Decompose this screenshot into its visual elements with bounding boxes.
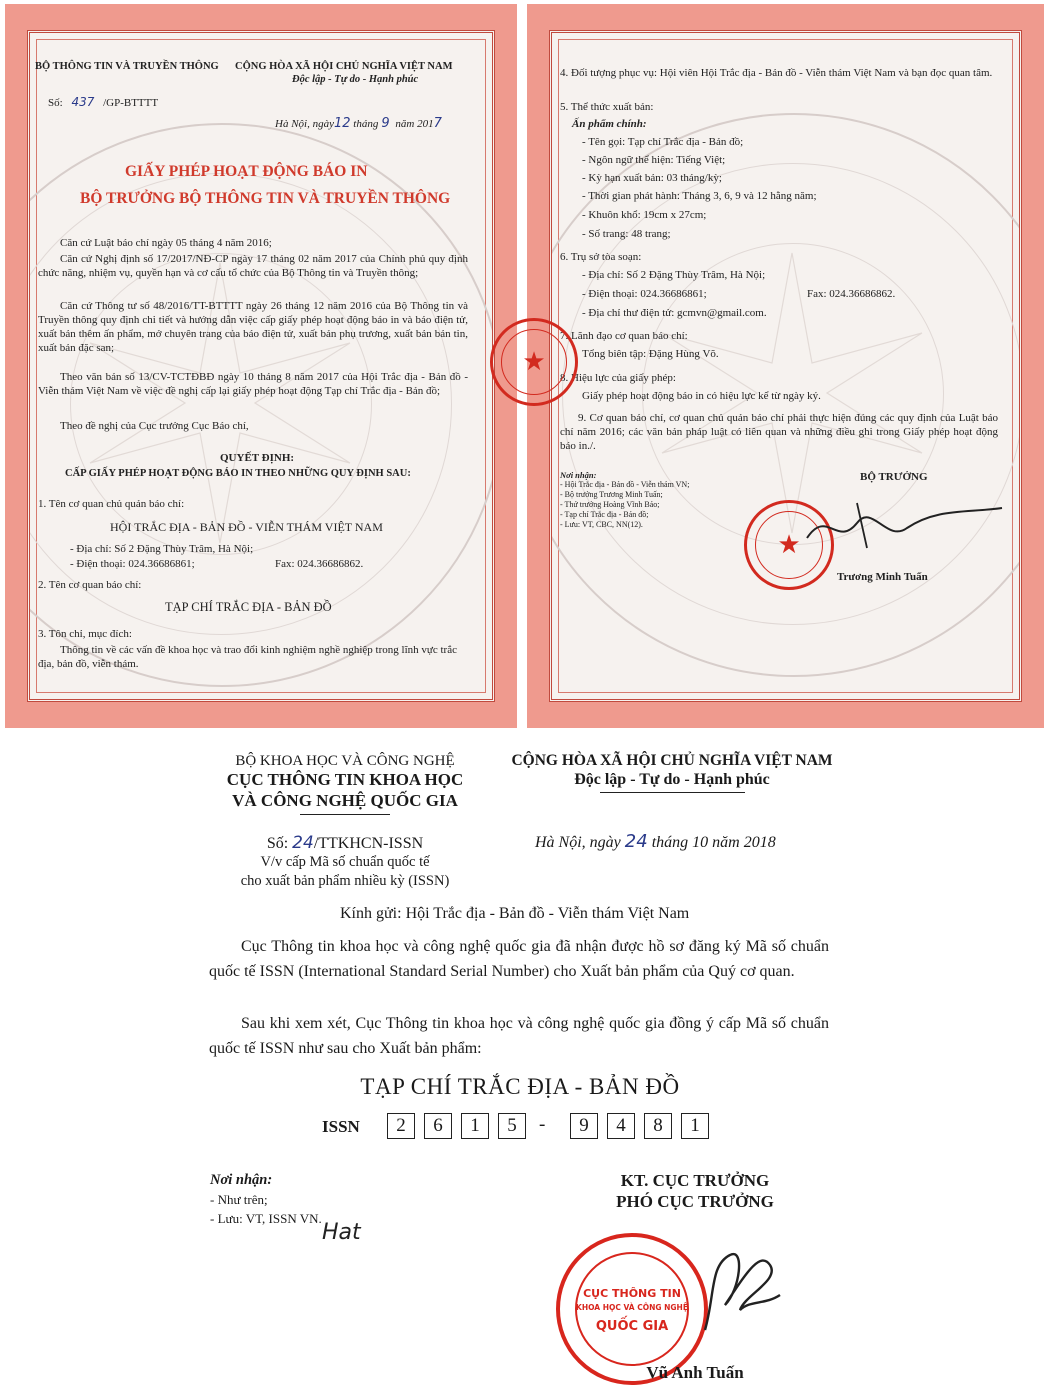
issn-code xyxy=(322,1113,722,1141)
minister-name: Trương Minh Tuấn xyxy=(837,571,928,583)
validity-text: Giấy phép hoạt động báo in có hiệu lực kể từ ngày ký. xyxy=(582,390,821,402)
section-3-text: Thông tin về các vấn đề khoa học và trao đổi kinh nghiệm nghề nghiệp trong lĩnh vực trắc địa, bản đồ, viễn thám. xyxy=(38,644,457,670)
office-email: - Địa chỉ thư điện tử: gcmvn@gmail.com. xyxy=(582,307,767,319)
publication-item: - Số trang: 48 trang; xyxy=(582,228,671,240)
issn-digit: 6 xyxy=(424,1113,452,1139)
agency-parent: BỘ KHOA HỌC VÀ CÔNG NGHỆ xyxy=(235,753,455,769)
motto: Độc lập - Tự do - Hạnh phúc xyxy=(292,74,419,85)
signer-title-line-1: KT. CỤC TRƯỞNG xyxy=(620,1171,770,1190)
basis-1: Căn cứ Luật báo chí ngày 05 tháng 4 năm 2016; xyxy=(60,237,272,249)
addressee: Kính gửi: Hội Trắc địa - Bản đồ - Viễn thám Việt Nam xyxy=(340,905,690,922)
signer-signature-icon xyxy=(685,1235,795,1345)
licence-date: Hà Nội, ngày12 tháng 9 năm 2017 xyxy=(275,116,442,131)
issn-digit: 9 xyxy=(570,1113,598,1139)
letter-date: Hà Nội, ngày 24 tháng 10 năm 2018 xyxy=(535,831,776,852)
licence-right-page xyxy=(527,4,1044,728)
issn-digit: 8 xyxy=(644,1113,672,1139)
office-phone: - Điện thoại: 024.36686861; xyxy=(582,288,707,300)
section-2-title: 2. Tên cơ quan báo chí: xyxy=(38,579,142,591)
publication-item: - Ngôn ngữ thể hiện: Tiếng Việt; xyxy=(582,154,726,166)
issn-letter xyxy=(0,735,1049,1391)
paragraph-1: Cục Thông tin khoa học và công nghệ quốc gia đã nhận được hồ sơ đăng ký Mã số chuẩn quốc tế ISSN (International Standard Serial Number) cho Xuất bản phẩm của Quý cơ quan. xyxy=(209,938,829,980)
section-8-title: 8. Hiệu lực của giấy phép: xyxy=(560,372,676,384)
ministry-header: BỘ THÔNG TIN VÀ TRUYỀN THÔNG xyxy=(35,61,219,72)
ministry-seal-icon: ★ xyxy=(744,500,834,590)
publication-item: - Thời gian phát hành: Tháng 3, 6, 9 và 12 hằng năm; xyxy=(582,190,817,202)
country-header: CỘNG HÒA XÃ HỘI CHỦ NGHĨA VIỆT NAM xyxy=(235,61,453,72)
motto: Độc lập - Tự do - Hạnh phúc xyxy=(574,771,770,788)
recipient-item: - Như trên; xyxy=(210,1192,268,1207)
section-9: 9. Cơ quan báo chí, cơ quan chủ quản báo chí phải thực hiện đúng các quy định của Luật báo chí năm 2016; các văn bản pháp luật có liên quan và những điều ghi trong Giấy phép hoạt động báo in./. xyxy=(560,412,998,452)
section-5-sub: Ấn phẩm chính: xyxy=(572,118,647,130)
licence-left-page xyxy=(5,4,517,728)
recipients-title: Nơi nhận: xyxy=(210,1172,273,1188)
licence-right-inner xyxy=(549,30,1022,702)
licence-issuer-title: BỘ TRƯỞNG BỘ THÔNG TIN VÀ TRUYỀN THÔNG xyxy=(80,190,451,207)
section-3-title: 3. Tôn chỉ, mục đích: xyxy=(38,628,132,640)
recipient-item: - Lưu: VT, CBC, NN(12). xyxy=(560,520,643,529)
basis-4: Theo văn bản số 13/CV-TCTĐBĐ ngày 10 tháng 8 năm 2017 của Hội Trắc địa - Bản đồ - Viễn thám Việt Nam về việc đề nghị cấp lại giấy phép hoạt động Tạp chí Trắc địa - Bản đồ; xyxy=(38,371,468,397)
agency-name-line-2: VÀ CÔNG NGHỆ QUỐC GIA xyxy=(232,791,458,810)
recipient-item: - Tạp chí Trắc địa - Bản đồ; xyxy=(560,510,649,519)
basis-3: Căn cứ Thông tư số 48/2016/TT-BTTTT ngày 26 tháng 12 năm 2016 của Bộ Thông tin và Truyền thông quy định chi tiết và hướng dẫn việc cấp giấy phép hoạt động báo in và báo điện tử, xuất bản thêm ấn phẩm, mở chuyên trang của báo điện tử, xuất bản phụ trương, xuất bản bản tin, xuất bản đặc san; xyxy=(38,300,468,354)
basis-2: Căn cứ Nghị định số 17/2017/NĐ-CP ngày 17 tháng 02 năm 2017 của Chính phủ quy định chức năng, nhiệm vụ, quyền hạn và cơ cấu tổ chức của Bộ Thông tin và Truyền thông; xyxy=(38,253,468,279)
section-4: 4. Đối tượng phục vụ: Hội viên Hội Trắc địa - Bản đồ - Viễn thám Việt Nam và bạn đọc quan tâm. xyxy=(560,67,993,79)
initials: Hat xyxy=(322,1220,361,1245)
issn-label: ISSN xyxy=(322,1117,360,1136)
agency-seal-icon: CỤC THÔNG TIN KHOA HỌC VÀ CÔNG NGHỆ QUỐC GIA xyxy=(556,1233,708,1385)
section-1-title: 1. Tên cơ quan chủ quản báo chí: xyxy=(38,498,185,510)
recipient-item: - Thứ trưởng Hoàng Vĩnh Bảo; xyxy=(560,500,660,509)
signer-name: Vũ Anh Tuấn xyxy=(646,1363,744,1382)
section-5-title: 5. Thể thức xuất bản: xyxy=(560,101,654,113)
recipient-item: - Hội Trắc địa - Bản đồ - Viễn thám VN; xyxy=(560,480,690,489)
publication-item: - Tên gọi: Tạp chí Trắc địa - Bản đồ; xyxy=(582,136,744,148)
owner-address: - Địa chỉ: Số 2 Đặng Thùy Trâm, Hà Nội; xyxy=(70,543,254,555)
issn-digit: 1 xyxy=(461,1113,489,1139)
journal-name: TẠP CHÍ TRẮC ĐỊA - BẢN ĐỒ xyxy=(165,600,332,614)
country-header: CỘNG HÒA XÃ HỘI CHỦ NGHĨA VIỆT NAM xyxy=(511,752,833,769)
owner-name: HỘI TRẮC ĐỊA - BẢN ĐỒ - VIỄN THÁM VIỆT NAM xyxy=(110,520,383,534)
licence-title: GIẤY PHÉP HOẠT ĐỘNG BÁO IN xyxy=(125,163,368,180)
owner-phone: - Điện thoại: 024.36686861; xyxy=(70,558,195,570)
publication-title: TẠP CHÍ TRẮC ĐỊA - BẢN ĐỒ xyxy=(360,1074,680,1099)
publication-item: - Khuôn khổ: 19cm x 27cm; xyxy=(582,209,707,221)
recipient-item: - Bộ trưởng Trương Minh Tuấn; xyxy=(560,490,663,499)
issn-dash: - xyxy=(539,1114,546,1135)
signer-title-line-2: PHÓ CỤC TRƯỞNG xyxy=(616,1192,774,1211)
section-6-title: 6. Trụ sở tòa soạn: xyxy=(560,251,642,263)
decision-heading: QUYẾT ĐỊNH: xyxy=(220,452,295,464)
decision-subheading: CẤP GIẤY PHÉP HOẠT ĐỘNG BÁO IN THEO NHỮNG QUY ĐỊNH SAU: xyxy=(65,468,411,479)
licence-number: Số: 437 /GP-BTTTT xyxy=(48,95,159,109)
minister-signature-icon xyxy=(797,488,1017,558)
paragraph-2: Sau khi xem xét, Cục Thông tin khoa học và công nghệ quốc gia đồng ý cấp Mã số chuẩn quốc tế ISSN như sau cho Xuất bản phẩm: xyxy=(209,1015,829,1057)
subject-line-2: cho xuất bản phẩm nhiều kỳ (ISSN) xyxy=(240,873,450,889)
fold-seal-icon: ★ xyxy=(490,318,578,406)
recipient-item: - Lưu: VT, ISSN VN. xyxy=(210,1211,322,1226)
agency-name-line-1: CỤC THÔNG TIN KHOA HỌC xyxy=(226,770,464,789)
office-address: - Địa chỉ: Số 2 Đặng Thùy Trâm, Hà Nội; xyxy=(582,269,766,281)
recipients-title: Nơi nhận: xyxy=(560,470,597,480)
letter-number: Số: 24/TTKHCN-ISSN xyxy=(266,833,424,853)
issn-digit: 1 xyxy=(681,1113,709,1139)
subject-line-1: V/v cấp Mã số chuẩn quốc tế xyxy=(260,854,430,870)
basis-5: Theo đề nghị của Cục trưởng Cục Báo chí, xyxy=(60,420,249,432)
editor-in-chief: Tổng biên tập: Đặng Hùng Võ. xyxy=(582,348,719,360)
owner-fax: Fax: 024.36686862. xyxy=(275,558,364,570)
issn-digit: 5 xyxy=(498,1113,526,1139)
section-7-title: 7. Lãnh đạo cơ quan báo chí: xyxy=(560,330,688,342)
minister-title: BỘ TRƯỞNG xyxy=(860,471,928,483)
issn-digit: 2 xyxy=(387,1113,415,1139)
publication-item: - Kỳ hạn xuất bản: 03 tháng/kỳ; xyxy=(582,172,722,184)
office-fax: Fax: 024.36686862. xyxy=(807,288,896,300)
issn-digit: 4 xyxy=(607,1113,635,1139)
licence-left-inner xyxy=(27,30,495,702)
